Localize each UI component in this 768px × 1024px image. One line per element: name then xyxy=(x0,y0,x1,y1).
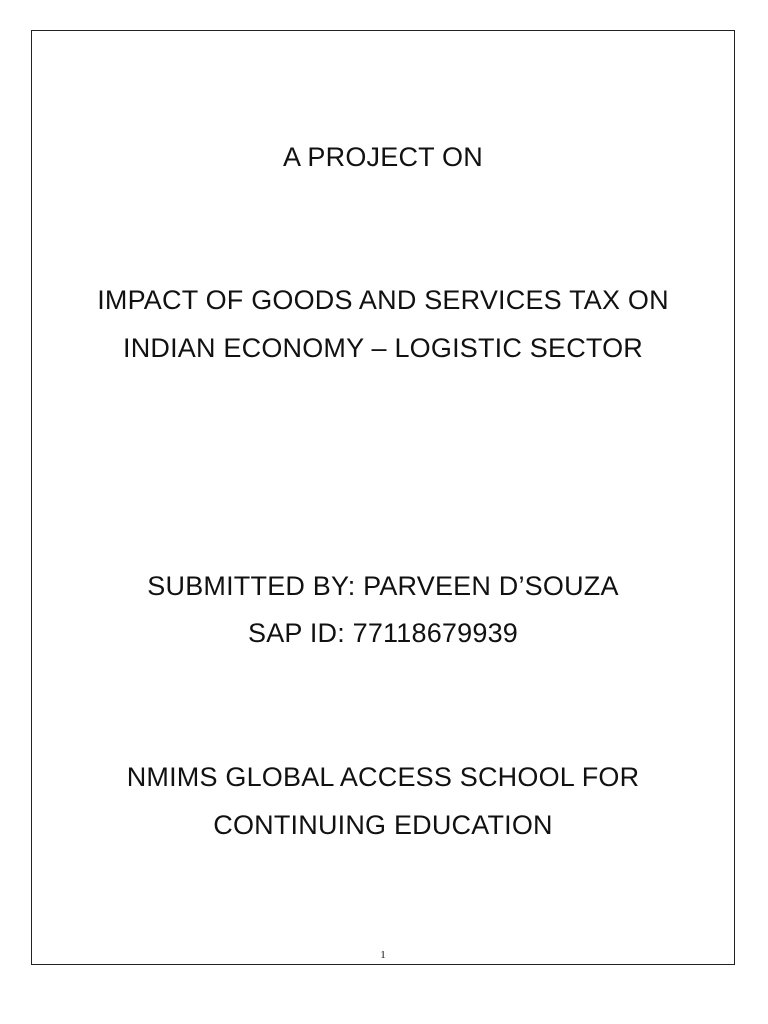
project-title-line-1: IMPACT OF GOODS AND SERVICES TAX ON xyxy=(97,285,669,315)
project-title-line-2: INDIAN ECONOMY – LOGISTIC SECTOR xyxy=(123,333,643,363)
sap-id: SAP ID: 77118679939 xyxy=(247,618,519,648)
institution-line-2: CONTINUING EDUCATION xyxy=(213,810,553,840)
submitted-by: SUBMITTED BY: PARVEEN D’SOUZA xyxy=(147,571,619,601)
page-number: 1 xyxy=(380,949,386,961)
project-heading: A PROJECT ON xyxy=(283,142,483,172)
institution-line-1: NMIMS GLOBAL ACCESS SCHOOL FOR xyxy=(126,762,640,792)
